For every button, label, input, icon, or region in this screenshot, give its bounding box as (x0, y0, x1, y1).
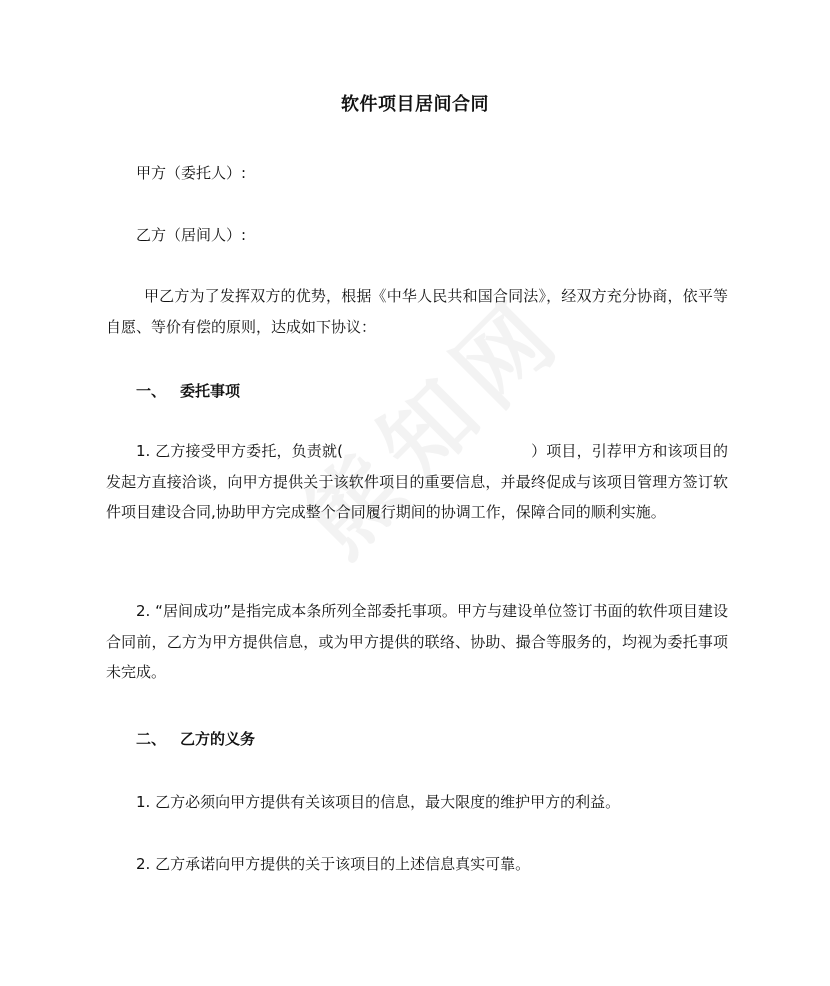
party-b-label: 乙方（居间人）: (136, 226, 247, 244)
section-2-heading (136, 728, 255, 749)
section-1-title: 委托事项 (180, 382, 241, 400)
section-1-item-2: 2. “居间成功”是指完成本条所列全部委托事项。甲方与建设单位签订书面的软件项目建设合同前，乙方为甲方提供信息，或为甲方提供的联络、协助、撮合等服务的，均视为委托事项未完成。 (106, 602, 728, 681)
intro-paragraph: 甲乙方为了发挥双方的优势，根据《中华人民共和国合同法》，经双方充分协商，依平等自愿、等价有偿的原则，达成如下协议： (106, 287, 728, 336)
document-title: 软件项目居间合同 (341, 94, 489, 115)
party-a-label: 甲方（委托人）: (136, 164, 247, 182)
section-1-item-1 (106, 436, 728, 528)
section-2-title: 乙方的义务 (180, 730, 256, 748)
section-2-item-1: 1. 乙方必须向甲方提供有关该项目的信息，最大限度的维护甲方的利益。 (136, 793, 621, 811)
item-1-text-after: ）项目，引荐甲方和该项目的发起方直接洽谈，向甲方提供关于该软件项目的重要信息，并最终促成与该项目管理方签订软件项目建设合同,协助甲方完成整个合同履行期间的协调工作，保障合同的顺利实施。 (106, 442, 728, 521)
item-1-text-before: 1. 乙方接受甲方委托，负责就( (136, 442, 343, 460)
section-1-number: 一、 (136, 382, 167, 400)
section-2-item-2: 2. 乙方承诺向甲方提供的关于该项目的上述信息真实可靠。 (136, 855, 531, 873)
section-2-number: 二、 (136, 730, 167, 748)
section-1-heading (136, 380, 240, 401)
